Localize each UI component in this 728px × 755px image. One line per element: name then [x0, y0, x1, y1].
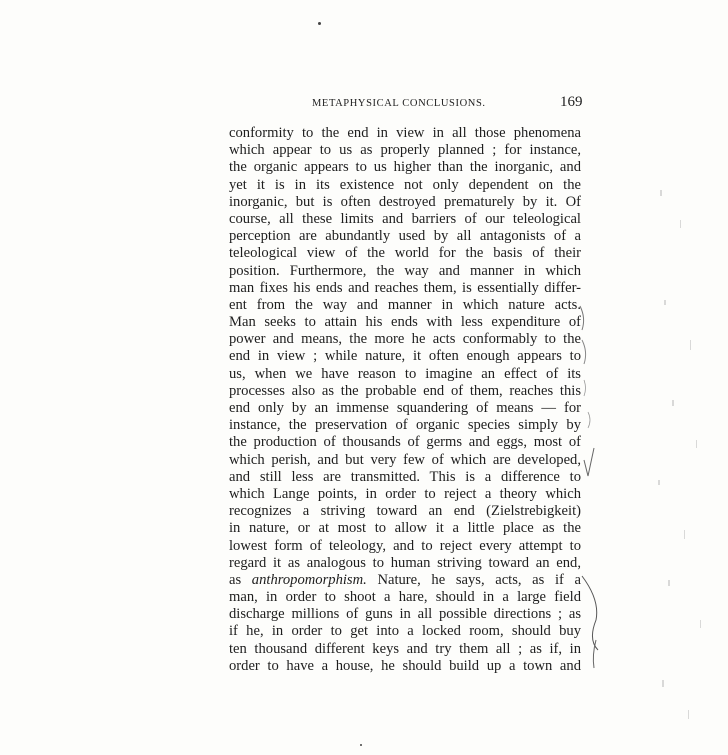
- text-line: yet it is in its existence not only dependent on the: [229, 176, 581, 193]
- running-head: METAPHYSICAL CONCLUSIONS.: [312, 98, 486, 109]
- text-line: end in view ; while nature, it often enough appears to: [229, 348, 581, 365]
- pencil-margin-marks: [578, 300, 618, 680]
- ink-speck: [318, 22, 321, 25]
- text-line: ent from the way and manner in which nature acts.: [229, 296, 581, 313]
- text-line-with-italic: [229, 572, 581, 589]
- text-line: us, when we have reason to imagine an effect of its: [229, 365, 581, 382]
- text-line: which appear to us as properly planned ; for instance,: [229, 142, 581, 159]
- text-line: course, all these limits and barriers of our teleological: [229, 210, 581, 227]
- text-line: discharge millions of guns in all possible directions ; as: [229, 606, 581, 623]
- text-line: inorganic, but is often destroyed prematurely by it. Of: [229, 193, 581, 210]
- text-line: processes also as the probable end of them, reaches this: [229, 382, 581, 399]
- text-line: which perish, and but very few of which are developed,: [229, 451, 581, 468]
- text-line: man, in order to shoot a hare, should in a large field: [229, 589, 581, 606]
- text-line: recognizes a striving toward an end (Zielstrebigkeit): [229, 503, 581, 520]
- show-through-specks: [650, 180, 710, 740]
- text-line: if he, in order to get into a locked room, should buy: [229, 623, 581, 640]
- text-line: the production of thousands of germs and eggs, most of: [229, 434, 581, 451]
- text-line: the organic appears to us higher than the inorganic, and: [229, 159, 581, 176]
- text-line: regard it as analogous to human striving toward an end,: [229, 554, 581, 571]
- text-line: lowest form of teleology, and to reject every attempt to: [229, 537, 581, 554]
- text-line: which Lange points, in order to reject a theory which: [229, 485, 581, 502]
- text-line: Man seeks to attain his ends with less expenditure of: [229, 314, 581, 331]
- text-line: in nature, or at most to allow it a little place as the: [229, 520, 581, 537]
- text-line: man fixes his ends and reaches them, is essentially differ-: [229, 279, 581, 296]
- text-line: and still less are transmitted. This is a difference to: [229, 468, 581, 485]
- text-line: teleological view of the world for the basis of their: [229, 245, 581, 262]
- text-line: position. Furthermore, the way and manner in which: [229, 262, 581, 279]
- text-line: power and means, the more he acts conformably to the: [229, 331, 581, 348]
- text-line: conformity to the end in view in all those phenomena: [229, 125, 581, 141]
- text-line: ten thousand different keys and try them all ; as if, in: [229, 640, 581, 657]
- text-fragment: Nature, he says, acts, as if a: [377, 571, 581, 588]
- italic-term: anthropomorphism.: [251, 571, 367, 588]
- ink-speck: [360, 744, 362, 746]
- text-line: end only by an immense squandering of means — for: [229, 400, 581, 416]
- text-line: order to have a house, he should build up a town and: [229, 657, 581, 674]
- body-text: [229, 125, 581, 675]
- text-fragment: as: [229, 571, 242, 588]
- page-number: 169: [560, 94, 583, 110]
- text-line: instance, the preservation of organic species simply by: [229, 417, 581, 434]
- text-line: perception are abundantly used by all antagonists of a: [229, 228, 581, 245]
